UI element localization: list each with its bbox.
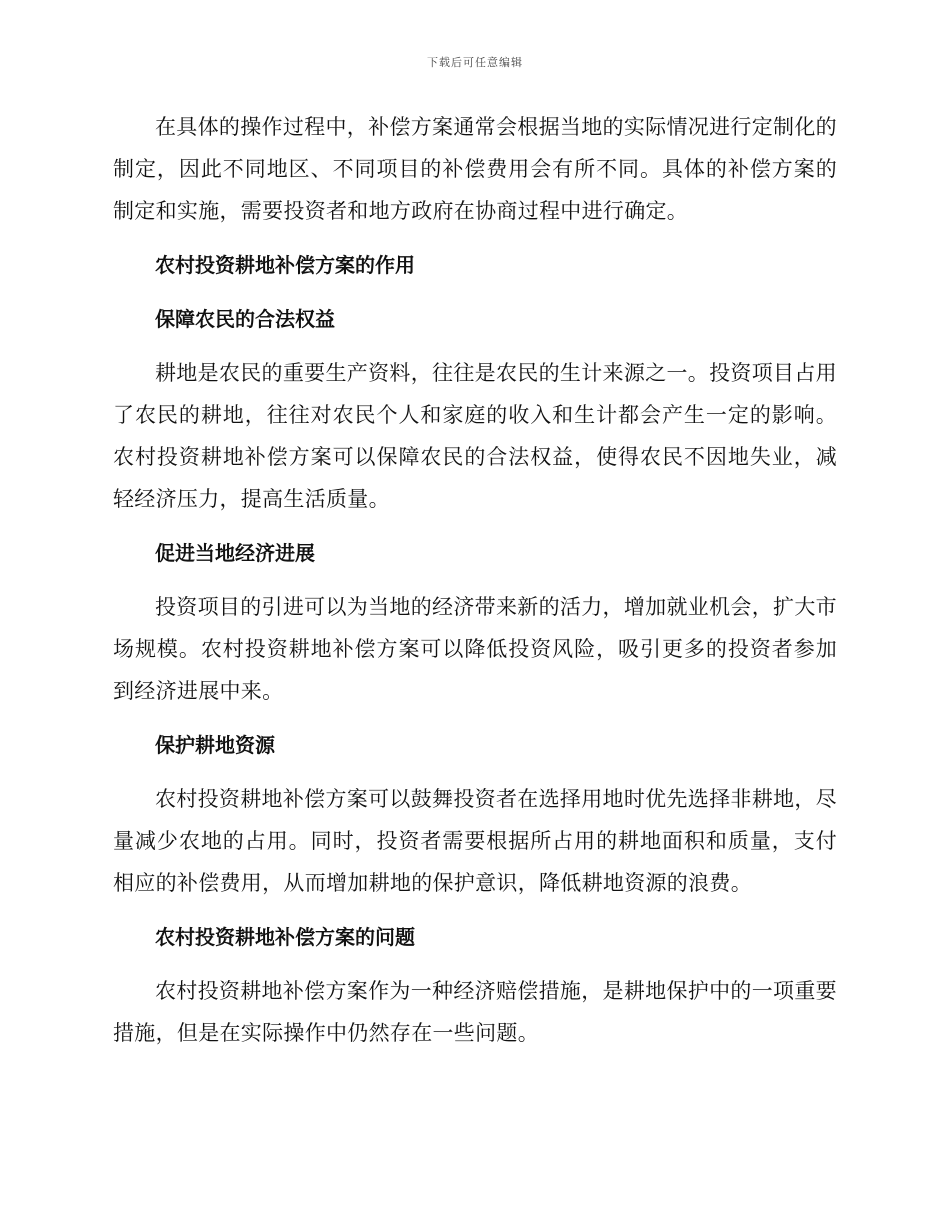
paragraph-problems: 农村投资耕地补偿方案作为一种经济赔偿措施，是耕地保护中的一项重要措施，但是在实际操作中仍然存在一些问题。 xyxy=(113,979,837,1045)
document-body xyxy=(113,106,837,1054)
subheading-local-economy: 促进当地经济进展 xyxy=(155,541,315,565)
section-heading-role: 农村投资耕地补偿方案的作用 xyxy=(155,253,415,277)
paragraph-land-protection: 农村投资耕地补偿方案可以鼓舞投资者在选择用地时优先选择非耕地，尽量减少农地的占用。同时，投资者需要根据所占用的耕地面积和质量，支付相应的补偿费用，从而增加耕地的保护意识，降低耕地资源的浪费。 xyxy=(113,787,837,895)
page-header-note: 下载后可任意编辑 xyxy=(427,56,523,69)
paragraph-local-economy: 投资项目的引进可以为当地的经济带来新的活力，增加就业机会，扩大市场规模。农村投资耕地补偿方案可以降低投资风险，吸引更多的投资者参加到经济进展中来。 xyxy=(113,595,837,703)
paragraph-farmer-rights: 耕地是农民的重要生产资料，往往是农民的生计来源之一。投资项目占用了农民的耕地，往往对农民个人和家庭的收入和生计都会产生一定的影响。农村投资耕地补偿方案可以保障农民的合法权益，使得农民不因地失业，减轻经济压力，提高生活质量。 xyxy=(113,361,837,511)
section-heading-problems: 农村投资耕地补偿方案的问题 xyxy=(155,925,415,949)
subheading-farmer-rights: 保障农民的合法权益 xyxy=(155,307,335,331)
paragraph-customization: 在具体的操作过程中，补偿方案通常会根据当地的实际情况进行定制化的制定，因此不同地区、不同项目的补偿费用会有所不同。具体的补偿方案的制定和实施，需要投资者和地方政府在协商过程中进行确定。 xyxy=(113,115,837,223)
subheading-land-protection: 保护耕地资源 xyxy=(155,733,275,757)
